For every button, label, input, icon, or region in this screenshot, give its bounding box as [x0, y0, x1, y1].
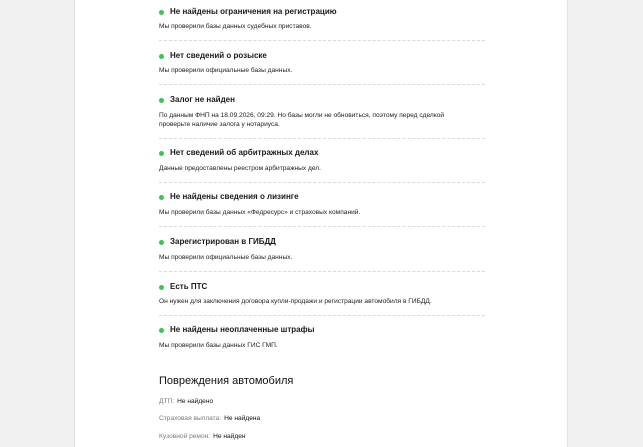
damage-value: Не найден [213, 433, 246, 440]
status-ok-dot-icon [159, 151, 164, 156]
check-item-leasing [159, 183, 485, 227]
check-item-fines [159, 316, 485, 356]
damage-row-accident [159, 397, 213, 406]
damage-row-body-repair [159, 432, 246, 441]
damage-key: Кузовной ремон: [159, 433, 211, 440]
check-description: По данным ФНП на 18.09.2026, 09:29. Но базы могли не обновиться, поэтому перед сделкой проверьте наличие залога у нотариуса. [159, 112, 445, 128]
status-ok-dot-icon [159, 195, 164, 200]
check-item-pts [159, 272, 485, 316]
check-title: Не найдены ограничения на регистрацию [170, 7, 337, 16]
status-ok-dot-icon [159, 328, 164, 333]
check-description: Мы проверили базы данных судебных приставов. [159, 23, 312, 30]
damage-section-title: Повреждения автомобиля [159, 375, 294, 387]
status-ok-dot-icon [159, 240, 164, 245]
check-item-arbitration [159, 139, 485, 183]
damage-key: ДТП: [159, 398, 175, 405]
status-ok-dot-icon [159, 285, 164, 290]
damage-value: Не найдено [177, 398, 214, 405]
check-description: Мы проверили базы данных ГИС ГМП. [159, 342, 278, 349]
check-title: Нет сведений о розыске [170, 51, 267, 60]
check-item-wanted [159, 41, 485, 85]
check-item-gibdd [159, 227, 485, 272]
status-ok-dot-icon [159, 54, 164, 59]
check-item-registration [159, 0, 485, 41]
check-description: Данные предоставлены реестром арбитражных дел. [159, 165, 321, 172]
check-item-pledge [159, 85, 485, 139]
status-ok-dot-icon [159, 98, 164, 103]
damage-key: Страховая выплата: [159, 415, 222, 422]
status-ok-dot-icon [159, 10, 164, 15]
check-title: Залог не найден [170, 95, 235, 104]
check-title: Не найдены сведения о лизинге [170, 192, 299, 201]
damage-row-insurance [159, 414, 260, 423]
check-description: Мы проверили официальные базы данных. [159, 67, 293, 74]
check-title: Не найдены неоплаченные штрафы [170, 325, 315, 334]
check-title: Нет сведений об арбитражных делах [170, 148, 319, 157]
check-title: Зарегистрирован в ГИБДД [170, 237, 276, 246]
report-panel [74, 0, 568, 447]
check-description: Мы проверили базы данных «Федресурс» и страховых компаний. [159, 209, 361, 216]
check-title: Есть ПТС [170, 282, 208, 291]
check-description: Он нужен для заключения договора купли-продажи и регистрации автомобиля в ГИБДД. [159, 298, 432, 305]
check-description: Мы проверили официальные базы данных. [159, 254, 293, 261]
damage-value: Не найдена [224, 415, 261, 422]
